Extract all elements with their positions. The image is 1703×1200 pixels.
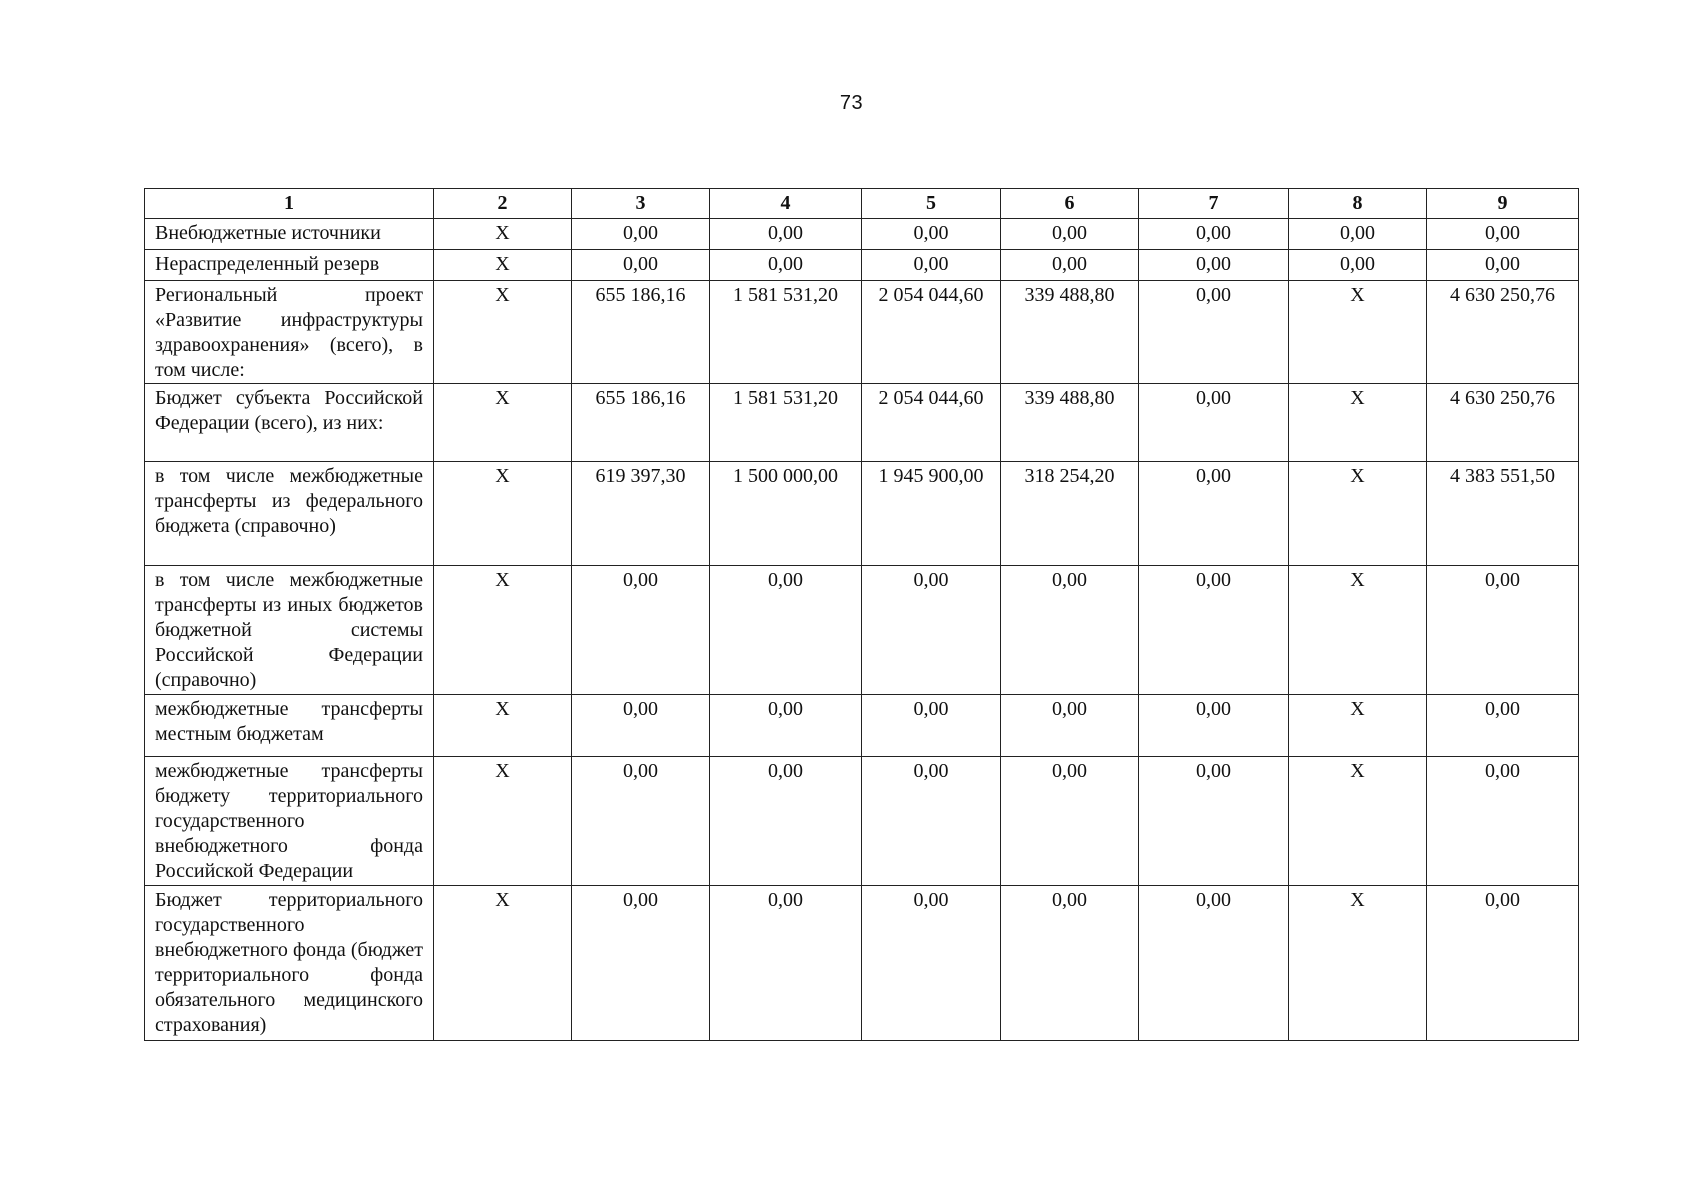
table-cell: 339 488,80: [1001, 281, 1139, 384]
table-row: [145, 695, 1579, 757]
row-label: межбюджетные трансферты бюджету территориального государственного внебюджетного фонда Российской Федерации: [145, 757, 434, 886]
table-cell: X: [434, 462, 572, 566]
row-label: Внебюджетные источники: [145, 219, 434, 250]
column-header: 4: [710, 189, 862, 219]
table-cell: 0,00: [710, 566, 862, 695]
table-cell: 0,00: [1001, 695, 1139, 757]
table-cell: 0,00: [1427, 886, 1579, 1041]
table-cell: 0,00: [862, 886, 1001, 1041]
table-cell: 0,00: [572, 695, 710, 757]
page-number: 73: [839, 92, 864, 114]
table-cell: 0,00: [862, 566, 1001, 695]
table-cell: 0,00: [1001, 219, 1139, 250]
column-header: 3: [572, 189, 710, 219]
table-cell: 0,00: [572, 566, 710, 695]
table-cell: X: [434, 250, 572, 281]
table-row: [145, 384, 1579, 462]
table-cell: 0,00: [1289, 219, 1427, 250]
table-cell: 0,00: [862, 757, 1001, 886]
table-cell: 0,00: [1139, 384, 1289, 462]
table-cell: X: [1289, 566, 1427, 695]
table-row: [145, 250, 1579, 281]
table-cell: X: [434, 695, 572, 757]
row-label: Бюджет субъекта Российской Федерации (всего), из них:: [145, 384, 434, 462]
table-cell: X: [1289, 384, 1427, 462]
column-header: 2: [434, 189, 572, 219]
table-cell: 0,00: [572, 886, 710, 1041]
table-cell: 0,00: [710, 757, 862, 886]
table-cell: 0,00: [1427, 757, 1579, 886]
table-cell: 4 630 250,76: [1427, 281, 1579, 384]
column-header: 6: [1001, 189, 1139, 219]
table-row: [145, 462, 1579, 566]
table-cell: X: [1289, 462, 1427, 566]
table-cell: 0,00: [710, 219, 862, 250]
column-header: 1: [145, 189, 434, 219]
table-cell: X: [434, 384, 572, 462]
table-row: [145, 886, 1579, 1041]
table-cell: X: [434, 886, 572, 1041]
table-cell: X: [1289, 757, 1427, 886]
table-cell: X: [434, 566, 572, 695]
row-label: в том числе межбюджетные трансферты из иных бюджетов бюджетной системы Российской Федерации (справочно): [145, 566, 434, 695]
column-header: 8: [1289, 189, 1427, 219]
table-row: [145, 219, 1579, 250]
table-cell: 0,00: [1289, 250, 1427, 281]
header-row: [145, 189, 1579, 219]
table-cell: 619 397,30: [572, 462, 710, 566]
table-cell: 0,00: [1001, 566, 1139, 695]
column-header: 7: [1139, 189, 1289, 219]
table-cell: 0,00: [1427, 566, 1579, 695]
table-cell: 4 630 250,76: [1427, 384, 1579, 462]
table-cell: 0,00: [1427, 250, 1579, 281]
table-cell: X: [1289, 886, 1427, 1041]
table-cell: 0,00: [1139, 886, 1289, 1041]
table-cell: 0,00: [1139, 219, 1289, 250]
table-cell: 1 945 900,00: [862, 462, 1001, 566]
table-cell: 0,00: [710, 695, 862, 757]
table-cell: 0,00: [1139, 281, 1289, 384]
table-cell: 0,00: [1139, 250, 1289, 281]
table-cell: 318 254,20: [1001, 462, 1139, 566]
row-label: в том числе межбюджетные трансферты из федерального бюджета (справочно): [145, 462, 434, 566]
row-label: Нераспределенный резерв: [145, 250, 434, 281]
table-cell: 4 383 551,50: [1427, 462, 1579, 566]
table-cell: 2 054 044,60: [862, 384, 1001, 462]
table-cell: X: [434, 757, 572, 886]
table-cell: 1 581 531,20: [710, 384, 862, 462]
table-cell: 339 488,80: [1001, 384, 1139, 462]
table-row: [145, 566, 1579, 695]
table-cell: 1 500 000,00: [710, 462, 862, 566]
table-cell: 0,00: [862, 219, 1001, 250]
table-cell: 0,00: [710, 886, 862, 1041]
row-label: Региональный проект «Развитие инфраструктуры здравоохранения» (всего), в том числе:: [145, 281, 434, 384]
table-cell: 0,00: [1001, 250, 1139, 281]
table-cell: 0,00: [862, 695, 1001, 757]
table-cell: 0,00: [1139, 462, 1289, 566]
column-header: 5: [862, 189, 1001, 219]
budget-table: [144, 188, 1579, 1041]
table-cell: 655 186,16: [572, 384, 710, 462]
table-cell: 0,00: [1001, 886, 1139, 1041]
table-cell: X: [1289, 281, 1427, 384]
column-header: 9: [1427, 189, 1579, 219]
table-cell: X: [434, 219, 572, 250]
table-row: [145, 281, 1579, 384]
table-cell: 1 581 531,20: [710, 281, 862, 384]
table-cell: 0,00: [1139, 757, 1289, 886]
table-cell: 0,00: [1427, 695, 1579, 757]
table-cell: 0,00: [1139, 566, 1289, 695]
table-cell: 0,00: [1001, 757, 1139, 886]
table-cell: 0,00: [572, 757, 710, 886]
table-cell: X: [1289, 695, 1427, 757]
row-label: межбюджетные трансферты местным бюджетам: [145, 695, 434, 757]
table-cell: 0,00: [572, 219, 710, 250]
table-cell: 655 186,16: [572, 281, 710, 384]
table-cell: 0,00: [862, 250, 1001, 281]
table-cell: 0,00: [1139, 695, 1289, 757]
table-cell: 0,00: [710, 250, 862, 281]
row-label: Бюджет территориального государственного внебюджетного фонда (бюджет территориального фонда обязательного медицинского страхования): [145, 886, 434, 1041]
table-cell: X: [434, 281, 572, 384]
table-cell: 2 054 044,60: [862, 281, 1001, 384]
table-cell: 0,00: [1427, 219, 1579, 250]
table-row: [145, 757, 1579, 886]
table-cell: 0,00: [572, 250, 710, 281]
